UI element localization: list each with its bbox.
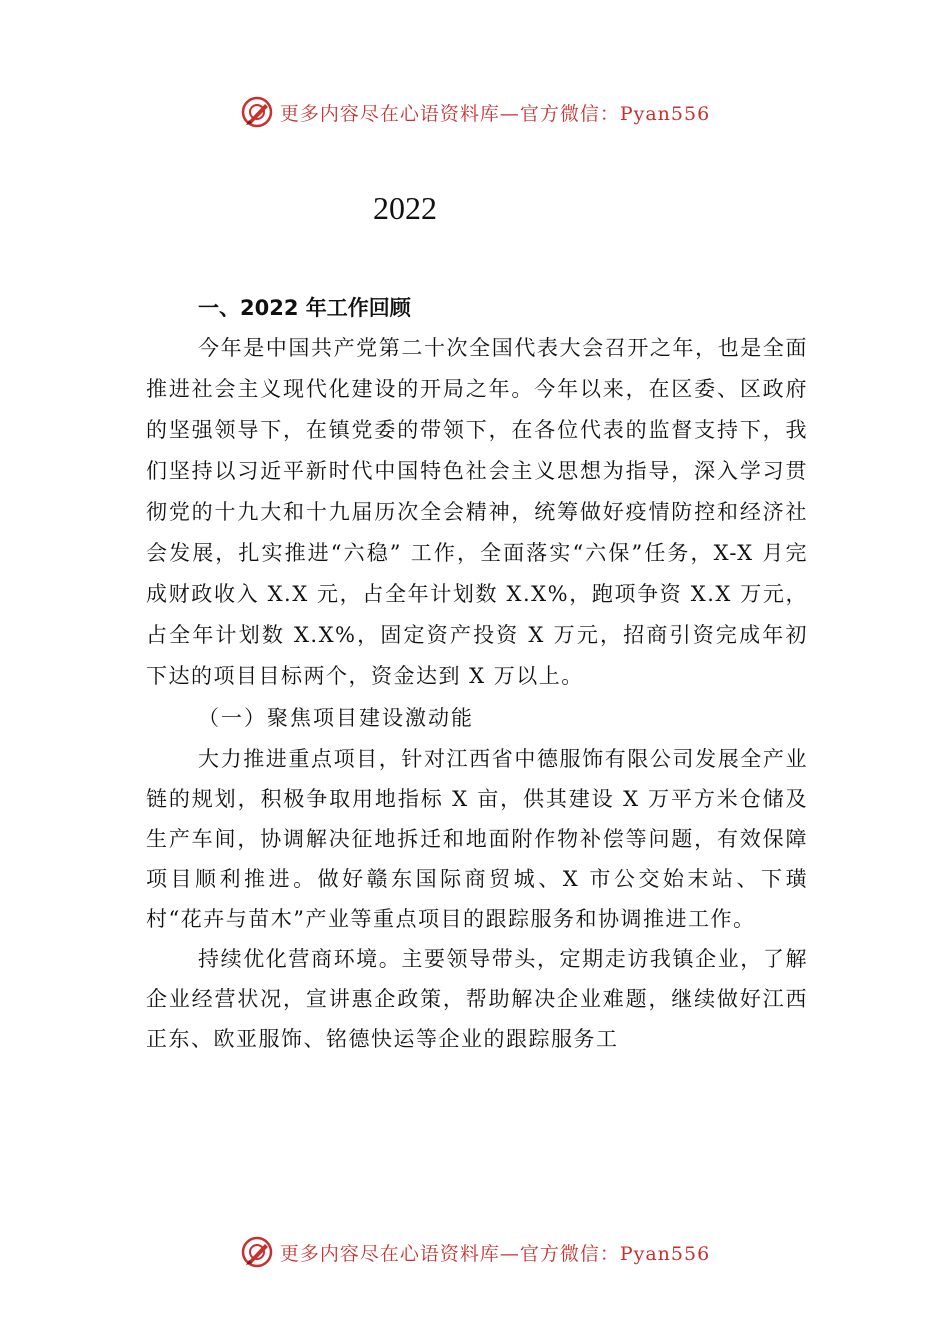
- watermark-text: 更多内容尽在心语资料库—官方微信：Pyan556: [279, 1242, 711, 1265]
- intro-paragraph: 今年是中国共产党第二十次全国代表大会召开之年，也是全面推进社会主义现代化建设的开局之年。今年以来，在区委、区政府的坚强领导下，在镇党委的带领下，在各位代表的监督支持下，我们坚持以习近平新时代中国特色社会主义思想为指导，深入学习贯彻党的十九大和十九届历次全会精神，统筹做好疫情防控和经济社会发展，扎实推进“六稳” 工作，全面落实“六保”任务，X-X 月完成财政收入 X.X 元，占全年计划数 X.X%，跑项争资 X.X 万元，占全年计划数 X.X%，固定资产投资 X 万元，招商引资完成年初下达的项目目标两个，资金达到 X 万以上。: [146, 336, 808, 688]
- watermark-text: 更多内容尽在心语资料库—官方微信：Pyan556: [279, 102, 711, 125]
- paragraph-key-projects: 大力推进重点项目，针对江西省中德服饰有限公司发展全产业链的规划，积极争取用地指标 X 亩，供其建设 X 万平方米仓储及生产车间，协调解决征地拆迁和地面附作物补偿等问题，有效保障项目顺利推进。做好赣东国际商贸城、X 市公交始末站、下璜村“花卉与苗木”产业等重点项目的跟踪服务和协调推进工作。: [146, 747, 808, 931]
- document-title: 2022: [373, 190, 437, 226]
- section-heading-work-review: 一、2022 年工作回顾: [198, 296, 411, 320]
- document-body: [146, 288, 808, 1059]
- footer-watermark: [0, 1235, 950, 1269]
- pen-circle-logo-icon: [240, 95, 274, 129]
- subsection-heading-projects: （一）聚焦项目建设激动能: [198, 706, 474, 730]
- paragraph-business-environment: 持续优化营商环境。主要领导带头，定期走访我镇企业，了解企业经营状况，宣讲惠企政策，帮助解决企业难题，继续做好江西正东、欧亚服饰、铭德快运等企业的跟踪服务工: [146, 947, 808, 1051]
- header-watermark: [0, 95, 950, 129]
- pen-circle-logo-icon: [240, 1235, 274, 1269]
